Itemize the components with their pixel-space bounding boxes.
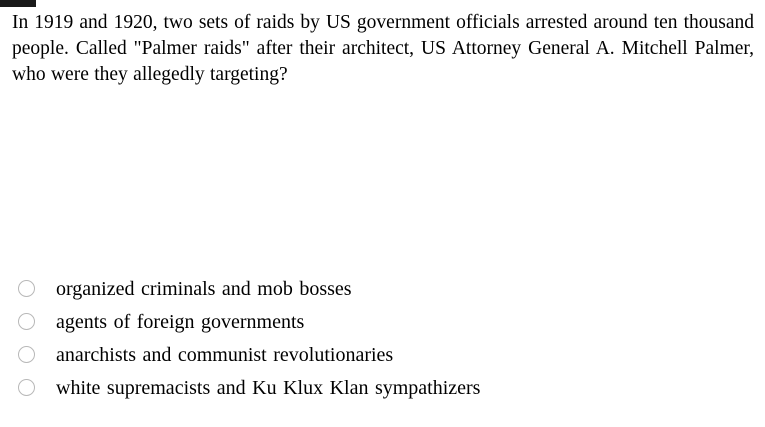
option-row-1[interactable] xyxy=(12,272,754,305)
answer-options-list xyxy=(12,272,754,404)
option-row-4[interactable] xyxy=(12,371,754,404)
radio-button-icon-3[interactable] xyxy=(18,346,35,363)
option-label-1[interactable]: organized criminals and mob bosses xyxy=(56,277,352,300)
question-text: In 1919 and 1920, two sets of raids by US government officials arrested around ten thousand people. Called "Palmer raids" after their architect, US Attorney General A. Mitchell Palmer, who were they allegedly targeting? xyxy=(12,12,754,85)
radio-button-icon-2[interactable] xyxy=(18,313,35,330)
option-label-3[interactable]: anarchists and communist revolutionaries xyxy=(56,343,394,366)
option-row-3[interactable] xyxy=(12,338,754,371)
question-block xyxy=(12,10,754,88)
option-row-2[interactable] xyxy=(12,305,754,338)
option-label-2[interactable]: agents of foreign governments xyxy=(56,310,305,333)
page-corner-marker xyxy=(0,0,36,7)
option-label-4[interactable]: white supremacists and Ku Klux Klan sympathizers xyxy=(56,376,481,399)
radio-button-icon-4[interactable] xyxy=(18,379,35,396)
radio-button-icon-1[interactable] xyxy=(18,280,35,297)
